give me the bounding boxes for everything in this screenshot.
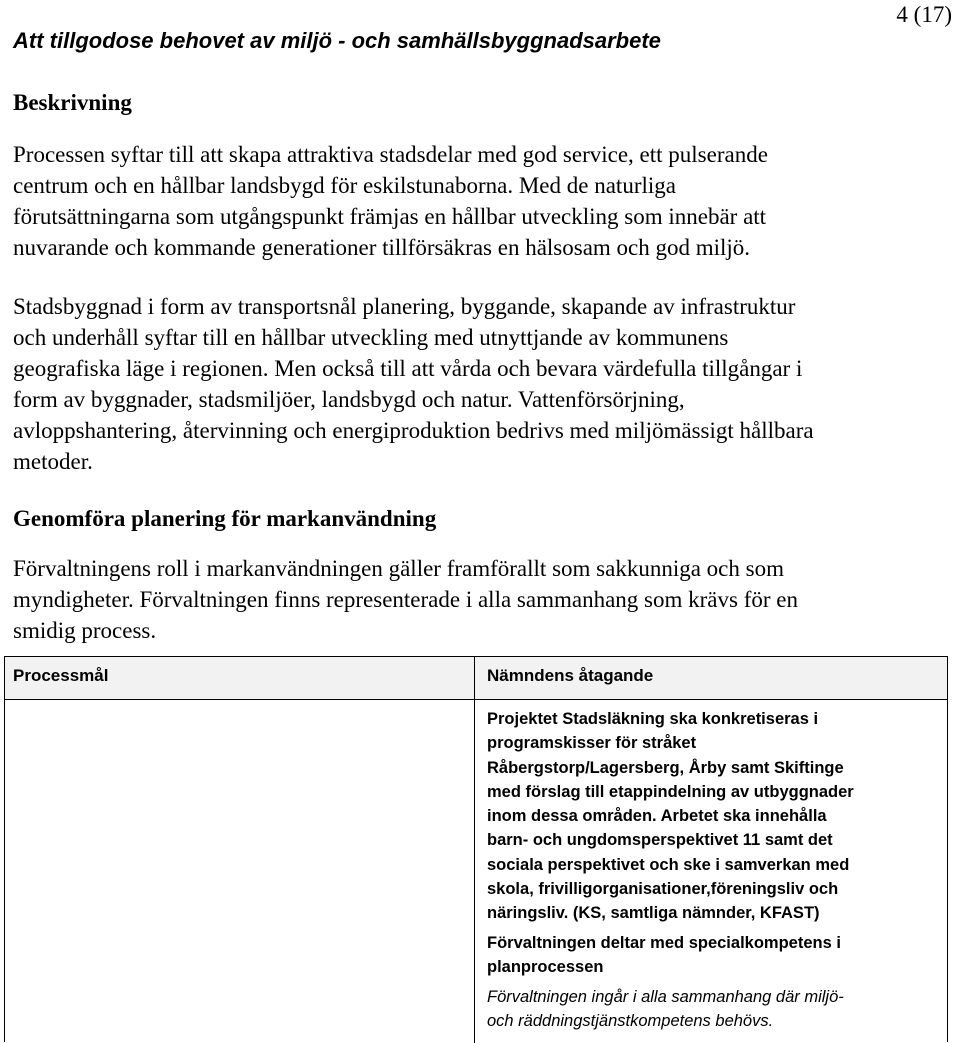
text-line: form av byggnader, stadsmiljöer, landsbygd och natur. Vattenförsörjning,	[13, 387, 685, 412]
text-line: och räddningstjänstkompetens behövs.	[487, 1012, 774, 1031]
text-line: programskisser för stråket	[487, 734, 697, 753]
text-line: centrum och en hållbar landsbygd för eskilstunaborna. Med de naturliga	[13, 173, 676, 198]
text-line: Stadsbyggnad i form av transportsnål planering, byggande, skapande av infrastruktur	[13, 294, 796, 319]
paragraph-city-building	[13, 291, 953, 477]
goals-table	[4, 656, 948, 1042]
text-line: skola, frivilligorganisationer,föreningsliv och	[487, 880, 839, 899]
table-header-row	[5, 657, 947, 700]
text-line: förutsättningarna som utgångspunkt främjas en hållbar utveckling som innebär att	[13, 204, 767, 229]
section-title: Att tillgodose behovet av miljö - och samhällsbyggnadsarbete	[13, 28, 661, 53]
commitment-stadslakning	[487, 707, 937, 926]
text-line: Förvaltningen deltar med specialkompetens i	[487, 934, 841, 952]
text-line: barn- och ungdomsperspektivet 11 samt det	[487, 831, 833, 850]
text-line: metoder.	[13, 449, 93, 474]
text-line: geografiska läge i regionen. Men också till att vårda och bevara värdefulla tillgångar i	[13, 356, 803, 381]
text-line: med förslag till etappindelning av utbyggnader	[487, 782, 854, 801]
header-namndens-atagande: Nämndens åtagande	[487, 666, 654, 685]
text-line: planprocessen	[487, 958, 604, 977]
text-line: smidig process.	[13, 618, 157, 643]
commitment-specialkompetens	[487, 931, 937, 980]
heading-beskrivning: Beskrivning	[13, 90, 132, 115]
column-divider	[474, 657, 475, 1043]
text-line: inom dessa områden. Arbetet ska innehålla	[487, 807, 827, 826]
text-line: Förvaltningen ingår i alla sammanhang där miljö-	[487, 988, 844, 1006]
heading-genomfora-planering: Genomföra planering för markanvändning	[13, 506, 437, 531]
paragraph-process-purpose	[13, 139, 953, 263]
text-line: Förvaltningens roll i markanvändningen gäller framförallt som sakkunniga och som	[13, 556, 784, 581]
commitment-note	[487, 985, 937, 1034]
header-processmal: Processmål	[13, 666, 109, 685]
text-line: Råbergstorp/Lagersberg, Årby samt Skiftinge	[487, 758, 844, 777]
text-line: myndigheter. Förvaltningen finns representerade i alla sammanhang som krävs för en	[13, 587, 798, 612]
text-line: Projektet Stadsläkning ska konkretiseras i	[487, 710, 819, 728]
text-line: Processen syftar till att skapa attraktiva stadsdelar med god service, ett pulserande	[13, 142, 768, 167]
text-line: avloppshantering, återvinning och energiproduktion bedrivs med miljömässigt hållbara	[13, 418, 814, 443]
text-line: och underhåll syftar till en hållbar utveckling med utnyttjande av kommunens	[13, 325, 729, 350]
page-number: 4 (17)	[896, 2, 952, 27]
paragraph-administration-role	[13, 553, 953, 646]
text-line: näringsliv. (KS, samtliga nämnder, KFAST)	[487, 904, 820, 923]
text-line: nuvarande och kommande generationer tillförsäkras en hälsosam och god miljö.	[13, 235, 751, 260]
text-line: sociala perspektivet och ske i samverkan med	[487, 855, 850, 874]
